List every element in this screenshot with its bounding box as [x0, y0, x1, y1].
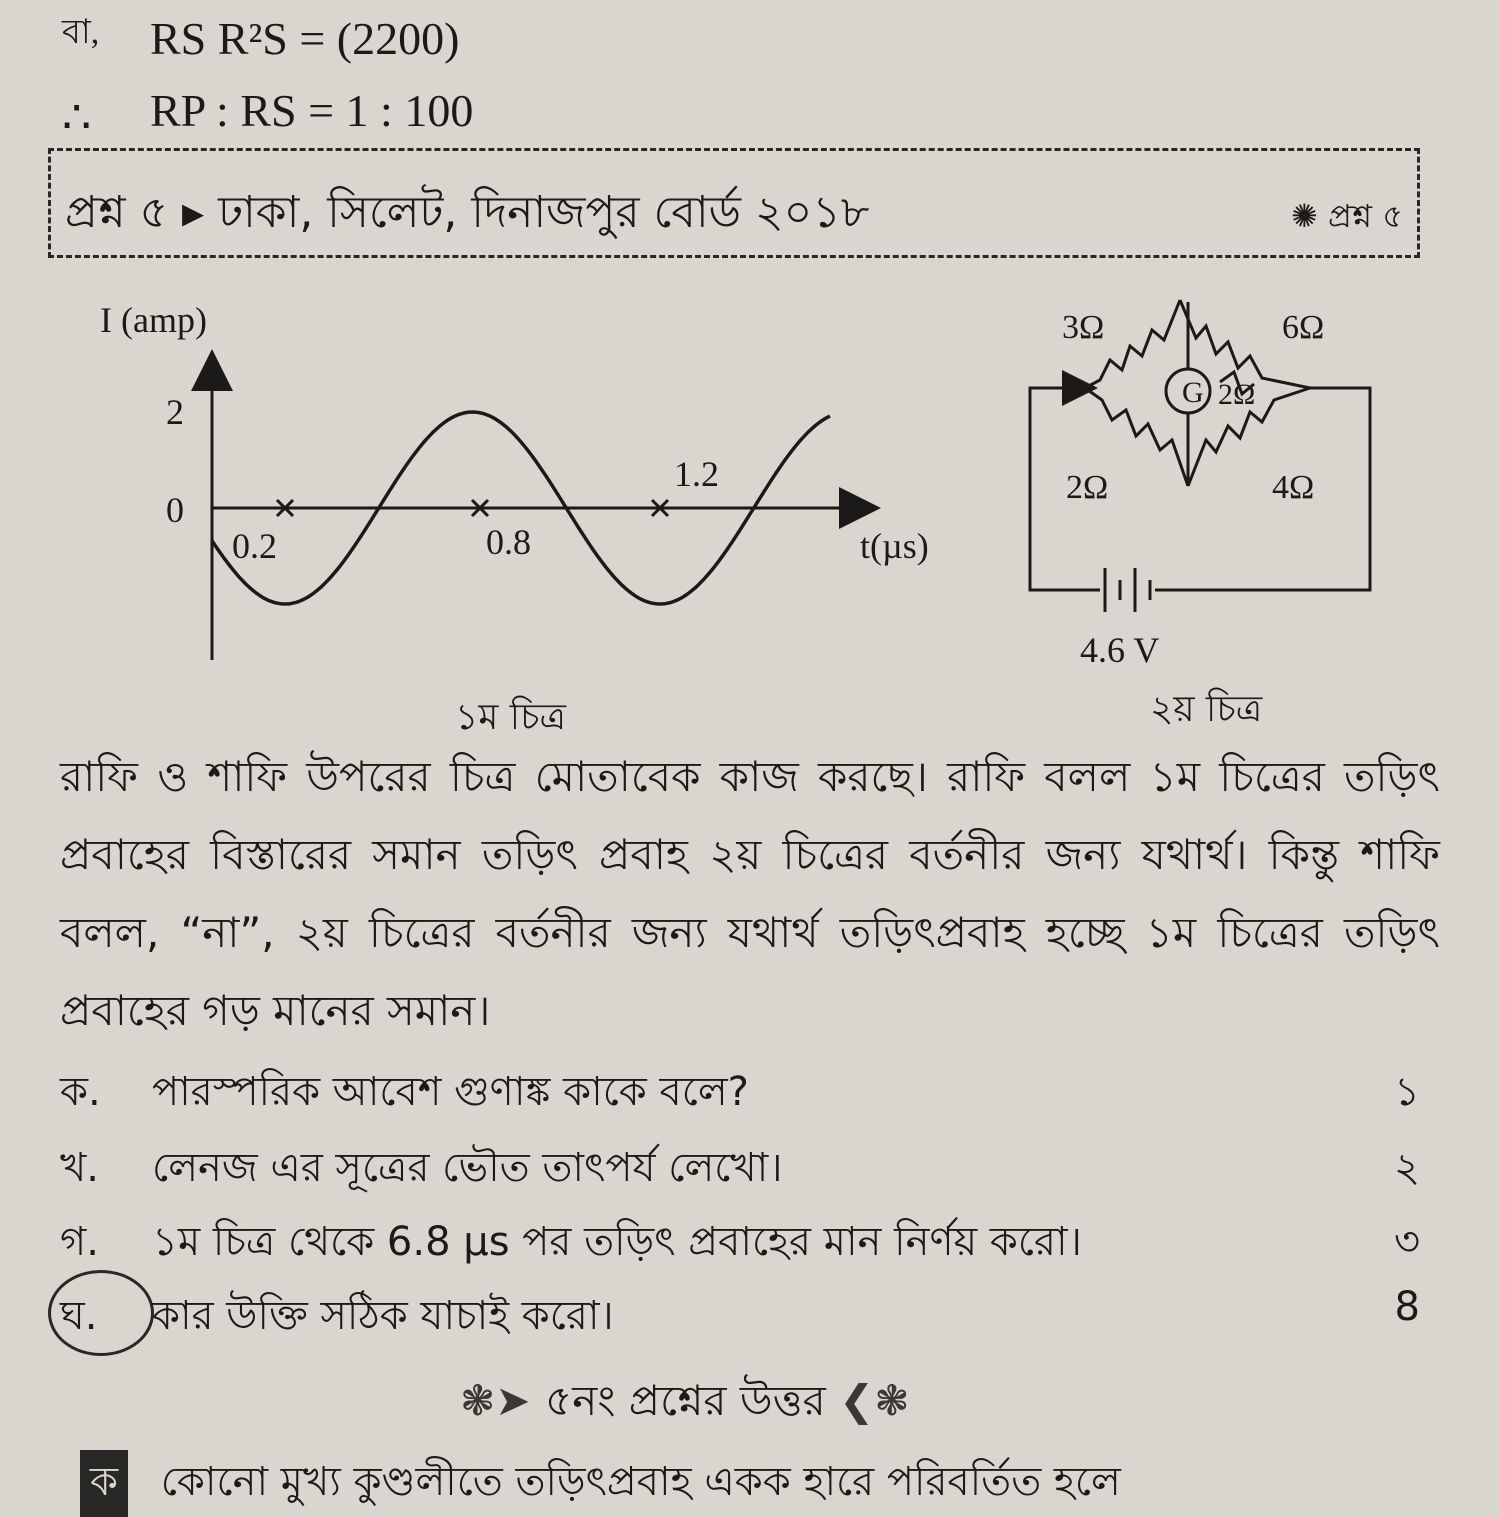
answer-label-badge: ক — [80, 1450, 128, 1517]
resistor-label-2ohm-galv: 2Ω — [1218, 378, 1256, 411]
ratio-formula: RS R²S = (2200) — [150, 13, 460, 64]
x-axis-label: t(µs) — [860, 526, 929, 566]
subquestion-text: কার উক্তি সঠিক যাচাই করো। — [152, 1293, 614, 1339]
answer-first-line — [80, 1450, 1121, 1517]
subquestion-label: গ. — [60, 1219, 99, 1265]
question-tag: ✺ প্রশ্ন ৫ — [1291, 197, 1403, 235]
ornament-left-icon: ❃➤ — [460, 1376, 546, 1425]
subquestion-text: পারস্পরিক আবেশ গুণাঙ্ক কাকে বলে? — [152, 1069, 749, 1115]
subquestion-marks: ২ — [1393, 1145, 1420, 1191]
subquestion-label: ক. — [60, 1069, 101, 1115]
answer-heading — [460, 1368, 910, 1439]
figure1-caption: ১ম চিত্র — [455, 697, 566, 738]
resistor-label-6ohm: 6Ω — [1282, 309, 1325, 346]
question-stem: রাফি ও শাফি উপরের চিত্র মোতাবেক কাজ করছে। রাফি বলল ১ম চিত্রের তড়িৎ প্রবাহের বিস্তারের সমান তড়িৎ প্রবাহ ২য় চিত্রের বর্তনীর জন্য যথার্থ। কিন্তু শাফি বলল, “না”, ২য় চিত্রের বর্তনীর জন্য যথার্থ তড়িৎপ্রবাহ হচ্ছে ১ম চিত্রের তড়িৎ প্রবাহের গড় মানের সমান। — [60, 752, 1440, 1035]
y-axis-label: I (amp) — [100, 300, 207, 340]
figure1-graph — [80, 290, 960, 680]
subquestion-ga — [60, 1210, 1440, 1280]
subquestion-marks: ৩ — [1393, 1219, 1420, 1265]
battery-label: 4.6 V — [1080, 630, 1160, 670]
subquestion-marks: ১ — [1394, 1069, 1420, 1115]
subquestion-ka — [60, 1060, 1440, 1130]
subquestion-marks: 8 — [1394, 1284, 1420, 1330]
answer-first-line-text: কোনো মুখ্য কুণ্ডলীতে তড়িৎপ্রবাহ একক হারে পরিবর্তিত হলে — [160, 1459, 1121, 1505]
x-point-0-8: 0.8 — [486, 522, 531, 562]
x-point-0-2: 0.2 — [232, 526, 277, 566]
galvanometer-label: G — [1182, 376, 1204, 409]
subquestion-text: ১ম চিত্র থেকে 6.8 µs পর তড়িৎ প্রবাহের মান নির্ণয় করো। — [152, 1219, 1082, 1265]
x-point-1-2: 1.2 — [674, 454, 719, 494]
answer-heading-text: ৫নং প্রশ্নের উত্তর — [545, 1376, 826, 1425]
y-tick-0: 0 — [166, 490, 184, 530]
ornament-right-icon: ❮❃ — [839, 1376, 910, 1425]
resistance-ratio: RP : RS = 1 : 100 — [150, 85, 474, 136]
subquestion-text: লেনজ এর সূত্রের ভৌত তাৎপর্য লেখো। — [152, 1145, 783, 1191]
subquestion-kha — [60, 1136, 1440, 1206]
therefore-symbol: ∴ — [62, 92, 92, 143]
question-header-box — [48, 148, 1420, 258]
subquestion-label: খ. — [60, 1145, 99, 1191]
subquestion-label: ঘ. — [60, 1293, 98, 1339]
subquestion-gha — [60, 1284, 1440, 1354]
resistor-label-3ohm: 3Ω — [1062, 309, 1105, 346]
resistor-label-4ohm: 4Ω — [1272, 469, 1315, 506]
figure2-caption: ২য় চিত্র — [1150, 689, 1263, 730]
question-title: প্রশ্ন ৫ ▸ ঢাকা, সিলেট, দিনাজপুর বোর্ড ২০১৮ — [65, 187, 870, 238]
line-prefix: বা, — [62, 14, 100, 51]
figure2-circuit — [1010, 290, 1430, 680]
y-tick-2: 2 — [166, 392, 184, 432]
resistor-label-2ohm: 2Ω — [1066, 469, 1109, 506]
